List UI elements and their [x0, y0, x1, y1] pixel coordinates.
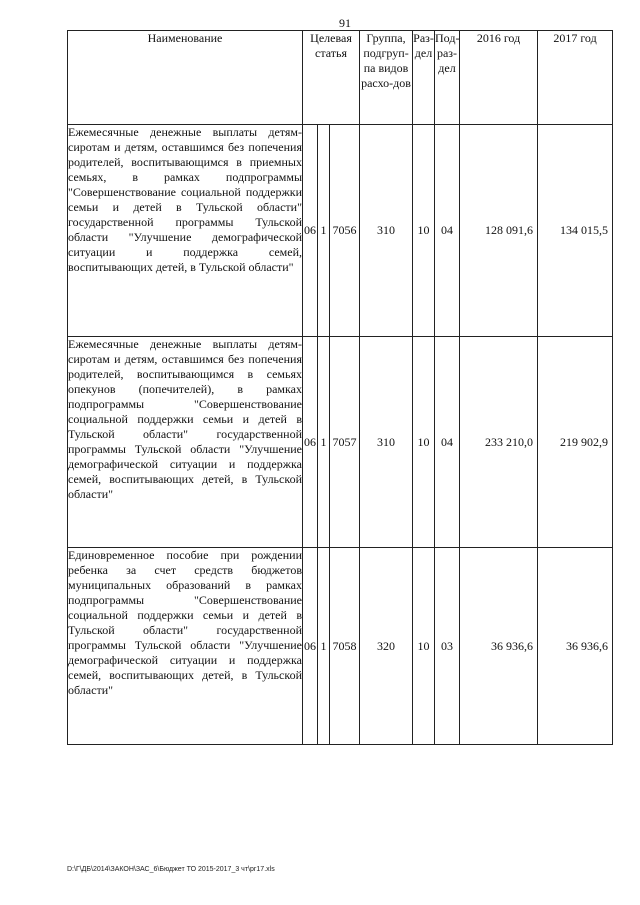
table-header-row: [68, 31, 613, 125]
row-2017: 134 015,5: [538, 125, 613, 337]
page-number: 91: [339, 16, 351, 30]
row-code3: 7056: [330, 125, 360, 337]
row-code1: 06: [303, 125, 318, 337]
row-code3: 7057: [330, 337, 360, 548]
row-subsection: 04: [435, 125, 460, 337]
row-2016: 128 091,6: [460, 125, 538, 337]
budget-table: [67, 30, 613, 745]
row-code1: 06: [303, 337, 318, 548]
row-name: Единовременное пособие при рождении ребенка за счет средств бюджетов муниципальных образований в рамках подпрограммы "Совершенствование социальной поддержки семьи и детей в Тульской области" государственной программы Тульской области "Улучшение демографической ситуации и поддержка семей, воспитывающих детей, в Тульской области": [68, 548, 303, 745]
table-row: [68, 125, 613, 337]
row-code3: 7058: [330, 548, 360, 745]
row-section: 10: [413, 125, 435, 337]
header-section: Раз-дел: [413, 31, 435, 125]
row-2017: 219 902,9: [538, 337, 613, 548]
table-row: [68, 548, 613, 745]
row-2017: 36 936,6: [538, 548, 613, 745]
row-name: Ежемесячные денежные выплаты детям-сиротам и детям, оставшимся без попечения родителей, воспитывающимся в семьях опекунов (попечителей), в рамках подпрограммы "Совершенствование социальной поддержки семьи и детей в Тульской области" государственной программы Тульской области "Улучшение демографической ситуации и поддержка семей, воспитывающих детей, в Тульской области": [68, 337, 303, 548]
row-name: Ежемесячные денежные выплаты детям-сиротам и детям, оставшимся без попечения родителей, воспитывающимся в приемных семьях, в рамках подпрограммы "Совершенствование социальной поддержки семьи и детей в Тульской области" государственной программы Тульской области "Улучшение демографической ситуации и поддержка семей, воспитывающих детей, в Тульской области": [68, 125, 303, 337]
row-group: 310: [360, 125, 413, 337]
row-subsection: 03: [435, 548, 460, 745]
header-name: Наименование: [68, 31, 303, 125]
row-subsection: 04: [435, 337, 460, 548]
row-code1: 06: [303, 548, 318, 745]
footer-file-path: D:\Г\ДБ\2014\ЗАКОН\ЗАС_6\Бюджет ТО 2015-2017_3 чт\рг17.xls: [67, 866, 275, 873]
row-code2: 1: [318, 125, 330, 337]
row-2016: 233 210,0: [460, 337, 538, 548]
table-row: [68, 337, 613, 548]
row-code2: 1: [318, 337, 330, 548]
header-2017: 2017 год: [538, 31, 613, 125]
row-group: 320: [360, 548, 413, 745]
header-target: Целевая статья: [303, 31, 360, 125]
row-section: 10: [413, 548, 435, 745]
row-code2: 1: [318, 548, 330, 745]
row-section: 10: [413, 337, 435, 548]
header-group: Группа, подгруп-па видов расхо-дов: [360, 31, 413, 125]
row-2016: 36 936,6: [460, 548, 538, 745]
header-subsection: Под-раз-дел: [435, 31, 460, 125]
row-group: 310: [360, 337, 413, 548]
header-2016: 2016 год: [460, 31, 538, 125]
